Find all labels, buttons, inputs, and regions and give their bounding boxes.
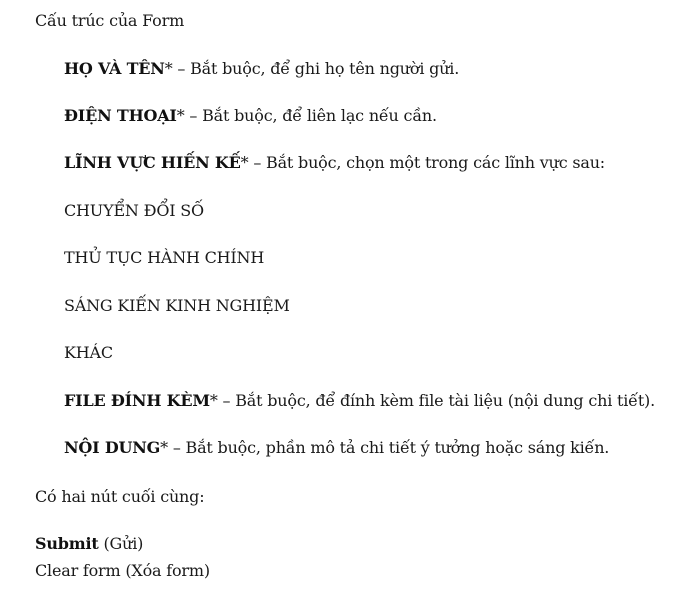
field-description: – Bắt buộc, để đính kèm file tài liệu (nội dung chi tiết). xyxy=(217,391,655,410)
field-item-phone xyxy=(64,106,437,126)
field-description: – Bắt buộc, chọn một trong các lĩnh vực sau: xyxy=(248,153,606,172)
submit-button-description xyxy=(35,534,143,554)
section-heading: Cấu trúc của Form xyxy=(35,11,185,30)
clear-form-button-description: Clear form (Xóa form) xyxy=(35,561,210,580)
field-description: – Bắt buộc, để ghi họ tên người gửi. xyxy=(172,59,460,78)
buttons-intro: Có hai nút cuối cùng: xyxy=(35,487,205,506)
field-name: ĐIỆN THOẠI xyxy=(64,106,177,125)
field-item-content xyxy=(64,438,609,458)
field-description: – Bắt buộc, để liên lạc nếu cần. xyxy=(184,106,437,125)
required-mark: * xyxy=(160,438,168,457)
field-item-category xyxy=(64,153,605,173)
option-item-other: KHÁC xyxy=(64,343,113,362)
submit-translation: (Gửi) xyxy=(98,534,144,553)
field-item-full-name xyxy=(64,59,459,79)
option-item-experience-initiatives: SÁNG KIẾN KINH NGHIỆM xyxy=(64,296,290,315)
option-item-digital-transformation: CHUYỂN ĐỔI SỐ xyxy=(64,201,204,220)
field-name: NỘI DUNG xyxy=(64,438,161,457)
field-name: FILE ĐÍNH KÈM xyxy=(64,391,210,410)
required-mark: * xyxy=(209,391,218,410)
required-mark: * xyxy=(164,59,173,78)
option-item-administrative-procedures: THỦ TỤC HÀNH CHÍNH xyxy=(64,248,265,267)
field-item-attachment xyxy=(64,391,655,411)
submit-label: Submit xyxy=(35,534,99,553)
field-description: – Bắt buộc, phần mô tả chi tiết ý tưởng hoặc sáng kiến. xyxy=(167,438,610,457)
required-mark: * xyxy=(176,106,185,125)
field-name: HỌ VÀ TÊN xyxy=(64,59,165,78)
field-name: LĨNH VỰC HIẾN KẾ xyxy=(64,153,241,172)
required-mark: * xyxy=(240,153,249,172)
